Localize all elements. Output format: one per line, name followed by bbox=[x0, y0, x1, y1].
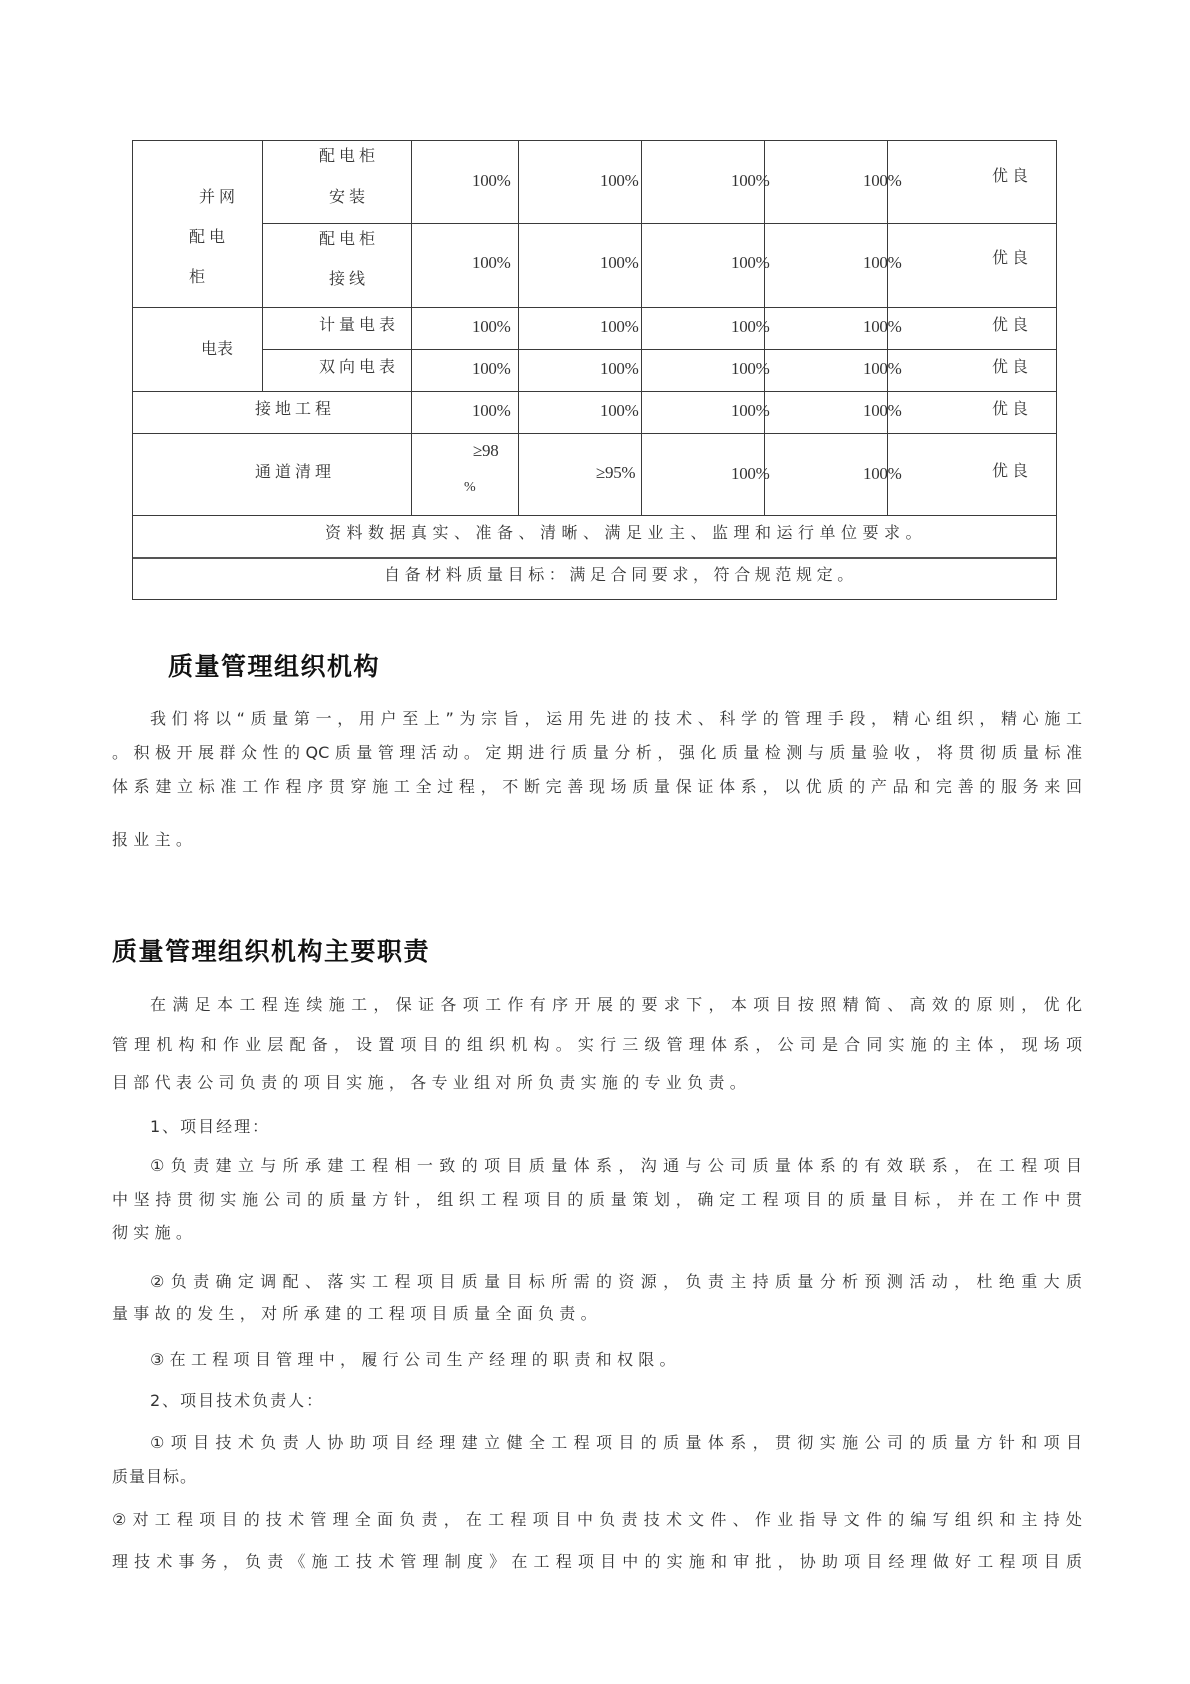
paragraph-line: ③在工程项目管理中，履行公司生产经理的职责和权限。 bbox=[150, 1350, 681, 1369]
value-cell: 100% bbox=[600, 401, 639, 420]
value-cell: 100% bbox=[472, 253, 511, 272]
value-cell: 100% bbox=[600, 171, 639, 190]
table-border-left bbox=[132, 140, 133, 600]
item-label: 安装 bbox=[329, 187, 370, 206]
table-note: 自备材料质量目标：满足合同要求，符合规范规定。 bbox=[384, 565, 858, 584]
table-border-bottom bbox=[132, 599, 1057, 600]
value-cell: 100% bbox=[472, 359, 511, 378]
item-label: 双向电表 bbox=[319, 357, 400, 376]
paragraph-line: 质量目标。 bbox=[112, 1467, 198, 1486]
table-rule bbox=[262, 349, 1057, 350]
list-item-title: 1、项目经理： bbox=[150, 1117, 271, 1136]
paragraph-line: ①项目技术负责人协助项目经理建立健全工程项目的质量体系，贯彻实施公司的质量方针和项目 bbox=[150, 1433, 1082, 1452]
value-cell: 100% bbox=[600, 359, 639, 378]
grade-cell: 优良 bbox=[992, 248, 1033, 267]
value-cell: 100% bbox=[472, 171, 511, 190]
value-cell: 100% bbox=[472, 317, 511, 336]
grade-cell: 优良 bbox=[992, 166, 1033, 185]
table-rule bbox=[132, 557, 1057, 559]
value-cell: 100% bbox=[472, 401, 511, 420]
value-cell: 100% bbox=[863, 401, 902, 420]
value-cell: 100% bbox=[863, 359, 902, 378]
value-cell-wrap: % bbox=[464, 480, 476, 495]
paragraph-line: 在满足本工程连续施工，保证各项工作有序开展的要求下，本项目按照精简、高效的原则，优化 bbox=[150, 995, 1082, 1014]
paragraph-line: 彻实施。 bbox=[112, 1223, 198, 1242]
item-label: 配电柜 bbox=[319, 229, 380, 248]
value-cell: 100% bbox=[731, 359, 770, 378]
value-cell: 100% bbox=[863, 317, 902, 336]
table-col-rule bbox=[518, 140, 519, 515]
item-label: 通道清理 bbox=[255, 462, 336, 481]
grade-cell: 优良 bbox=[992, 357, 1033, 376]
paragraph-line: 体系建立标准工作程序贯穿施工全过程，不断完善现场质量保证体系，以优质的产品和完善的服务来回 bbox=[112, 777, 1082, 796]
table-rule bbox=[262, 223, 1057, 224]
table-rule bbox=[132, 433, 1057, 434]
value-cell: 100% bbox=[731, 401, 770, 420]
table-col-rule bbox=[262, 140, 263, 391]
paragraph-line: ②对工程项目的技术管理全面负责，在工程项目中负责技术文件、作业指导文件的编写组织和主持处 bbox=[112, 1510, 1082, 1529]
paragraph-line: 管理机构和作业层配备，设置项目的组织机构。实行三级管理体系，公司是合同实施的主体，现场项 bbox=[112, 1035, 1082, 1054]
group-label: 电表 bbox=[201, 339, 234, 358]
paragraph-line: ①负责建立与所承建工程相一致的项目质量体系，沟通与公司质量体系的有效联系，在工程项目 bbox=[150, 1156, 1082, 1175]
value-cell: 100% bbox=[863, 464, 902, 483]
value-cell: 100% bbox=[863, 253, 902, 272]
paragraph-line: 报业主。 bbox=[112, 830, 198, 849]
item-label: 配电柜 bbox=[319, 146, 380, 165]
value-cell: ≥95% bbox=[596, 463, 636, 482]
grade-cell: 优良 bbox=[992, 461, 1033, 480]
value-cell: 100% bbox=[600, 253, 639, 272]
paragraph-line: 我们将以“质量第一，用户至上”为宗旨，运用先进的技术、科学的管理手段，精心组织，精心施工 bbox=[150, 709, 1082, 728]
grade-cell: 优良 bbox=[992, 315, 1033, 334]
table-note: 资料数据真实、准备、清晰、满足业主、监理和运行单位要求。 bbox=[325, 523, 928, 542]
table-col-rule bbox=[641, 140, 642, 515]
paragraph-line: 理技术事务，负责《施工技术管理制度》在工程项目中的实施和审批，协助项目经理做好工程项目质 bbox=[112, 1552, 1082, 1571]
value-cell: 100% bbox=[731, 171, 770, 190]
item-label: 接线 bbox=[329, 269, 370, 288]
section-heading: 质量管理组织机构 bbox=[168, 652, 381, 681]
group-label: 配电 bbox=[189, 227, 230, 246]
table-col-rule bbox=[411, 140, 412, 515]
value-cell: 100% bbox=[731, 464, 770, 483]
paragraph-line: 目部代表公司负责的项目实施，各专业组对所负责实施的专业负责。 bbox=[112, 1073, 752, 1092]
paragraph-line: 中坚持贯彻实施公司的质量方针，组织工程项目的质量策划，确定工程项目的质量目标，并在工作中贯 bbox=[112, 1190, 1082, 1209]
section-heading: 质量管理组织机构主要职责 bbox=[112, 937, 431, 966]
table-rule bbox=[132, 307, 1057, 308]
value-cell: 100% bbox=[600, 317, 639, 336]
value-cell: 100% bbox=[863, 171, 902, 190]
value-cell: 100% bbox=[731, 317, 770, 336]
group-label: 并网 bbox=[199, 187, 240, 206]
paragraph-line: 。积极开展群众性的QC质量管理活动。定期进行质量分析，强化质量检测与质量验收，将贯彻质量标准 bbox=[112, 743, 1082, 762]
value-cell: 100% bbox=[731, 253, 770, 272]
table-border-top bbox=[132, 140, 1057, 141]
table-rule bbox=[132, 515, 1057, 516]
item-label: 接地工程 bbox=[255, 399, 336, 418]
paragraph-line: ②负责确定调配、落实工程项目质量目标所需的资源，负责主持质量分析预测活动，杜绝重大质 bbox=[150, 1272, 1082, 1291]
group-label: 柜 bbox=[189, 267, 210, 286]
list-item-title: 2、项目技术负责人： bbox=[150, 1391, 325, 1410]
quality-target-table bbox=[0, 0, 1190, 620]
paragraph-line: 量事故的发生，对所承建的工程项目质量全面负责。 bbox=[112, 1304, 602, 1323]
table-rule bbox=[132, 391, 1057, 392]
grade-cell: 优良 bbox=[992, 399, 1033, 418]
table-border-right bbox=[1056, 140, 1057, 600]
item-label: 计量电表 bbox=[319, 315, 400, 334]
value-cell: ≥98 bbox=[473, 441, 499, 460]
